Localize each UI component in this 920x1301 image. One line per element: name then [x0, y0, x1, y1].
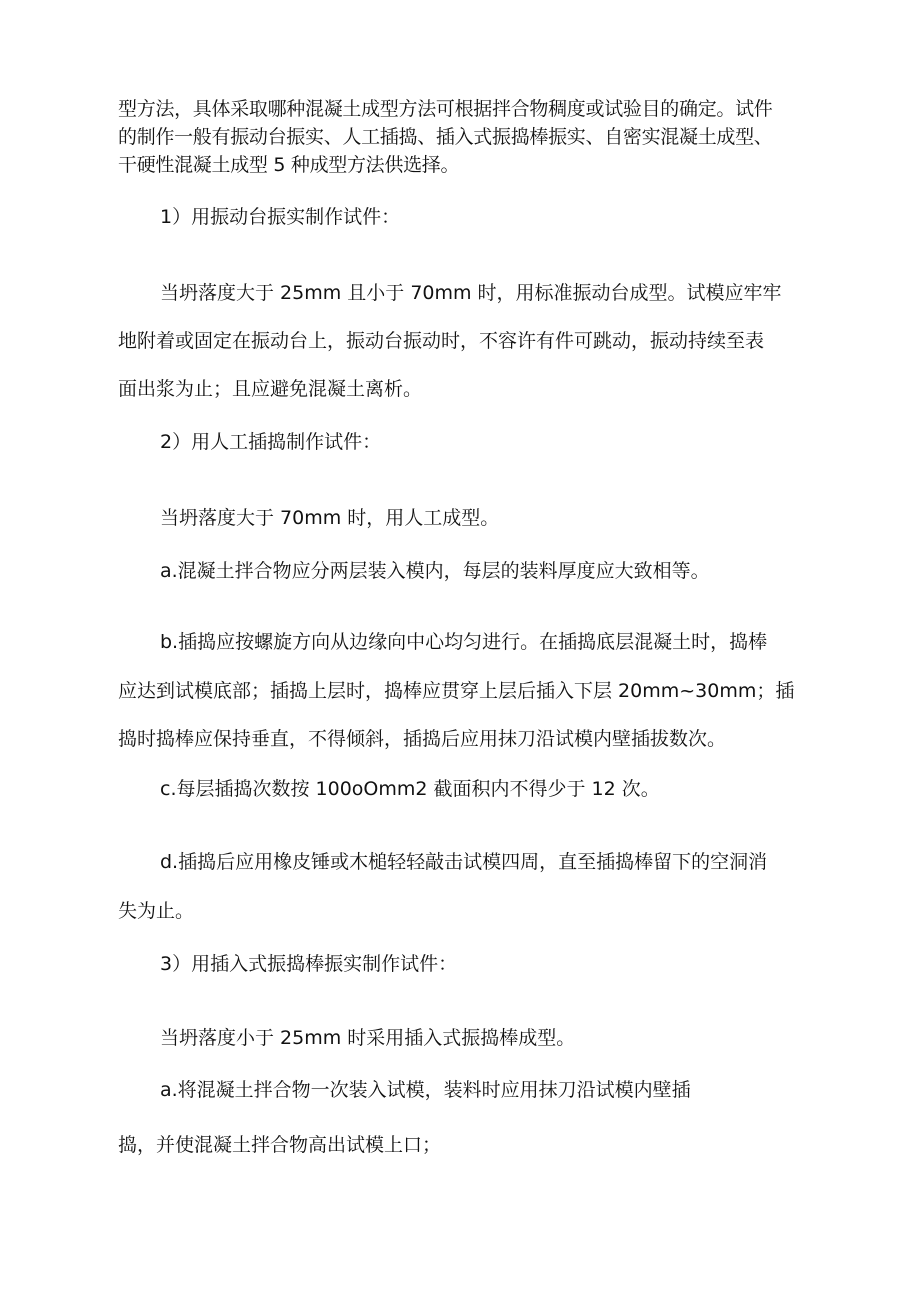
section1-line-2: 地附着或固定在振动台上，振动台振动时，不容许有件可跳动，振动持续至表	[118, 330, 765, 352]
section3-item-a-line-1: a.将混凝土拌合物一次装入试模，装料时应用抹刀沿试模内壁插	[160, 1079, 691, 1101]
section2-item-c: c.每层插捣次数按 100oOmm2 截面积内不得少于 12 次。	[160, 778, 660, 800]
intro-line-3: 干硬性混凝土成型 5 种成型方法供选择。	[118, 154, 460, 176]
section3-heading: 3）用插入式振捣棒振实制作试件：	[160, 953, 458, 975]
intro-line-1: 型方法，具体采取哪种混凝土成型方法可根据拌合物稠度或试验目的确定。试件	[118, 98, 773, 120]
section2-item-b-line-1: b.插捣应按螺旋方向从边缘向中心均匀进行。在插捣底层混凝土时，捣棒	[160, 631, 768, 653]
section3-condition: 当坍落度小于 25mm 时采用插入式振捣棒成型。	[160, 1027, 576, 1049]
section1-line-1: 当坍落度大于 25mm 且小于 70mm 时，用标准振动台成型。试模应牢牢	[160, 282, 782, 304]
section2-item-b-line-3: 捣时捣棒应保持垂直，不得倾斜，插捣后应用抹刀沿试模内壁插拔数次。	[118, 728, 727, 750]
section2-item-b-line-2: 应达到试模底部；插捣上层时，捣棒应贯穿上层后插入下层 20mm~30mm；插	[118, 680, 795, 702]
section2-item-d-line-2: 失为止。	[118, 900, 195, 922]
section1-line-3: 面出浆为止；且应避免混凝土离析。	[118, 378, 423, 400]
section3-item-a-line-2: 捣，并使混凝土拌合物高出试模上口；	[118, 1134, 442, 1156]
section2-heading: 2）用人工插捣制作试件：	[160, 431, 382, 453]
section2-condition: 当坍落度大于 70mm 时，用人工成型。	[160, 507, 500, 529]
section1-heading: 1）用振动台振实制作试件：	[160, 206, 401, 228]
intro-line-2: 的制作一般有振动台振实、人工插捣、插入式振捣棒振实、自密实混凝土成型、	[118, 126, 773, 148]
section2-item-a: a.混凝土拌合物应分两层装入模内，每层的装料厚度应大致相等。	[160, 560, 710, 582]
section2-item-d-line-1: d.插捣后应用橡皮锤或木槌轻轻敲击试模四周，直至插捣棒留下的空洞消	[160, 851, 768, 873]
